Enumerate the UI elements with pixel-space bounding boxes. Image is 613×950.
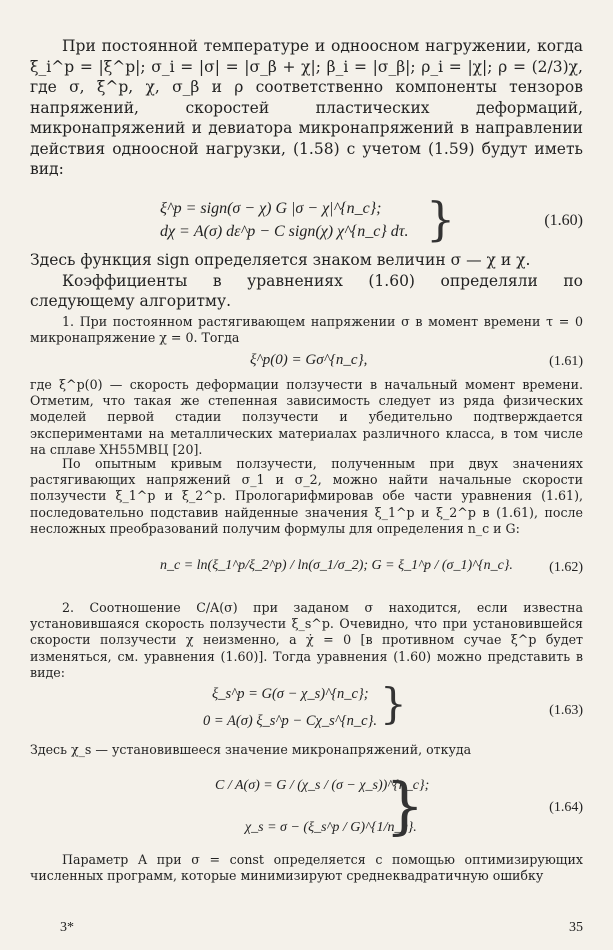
- paragraph-text: По опытным кривым ползучести, полученным при двух значениях растягивающих напряжений σ_1 и σ_2, можно найти начальные скорости ползучести ξ_1^p и ξ_2^p. Прологарифмировав обе части уравнения (1.61), последовательно подставив найденные значения ξ_1^p и ξ_2^p в (1.61), после несложных преобразований получим формулы для определения n_c и G:: [30, 456, 583, 536]
- paragraph-parameter-a: [30, 852, 583, 884]
- equation-line: ξ_s^p = G(σ − χ_s)^{n_c};: [212, 686, 369, 702]
- equation-line: n_c = ln(ξ_1^p/ξ_2^p) / ln(σ_1/σ_2); G = ξ_1^p / (σ_1)^{n_c}.: [160, 558, 513, 573]
- equation-line: dχ = A(σ) dε^p − C sign(χ) χ^{n_c} dτ.: [160, 223, 409, 240]
- paragraph-sign: [30, 250, 583, 312]
- paragraph-text: Здесь χ_s — установившееся значение микронапряжений, откуда: [30, 742, 472, 757]
- equation-line: 0 = A(σ) ξ_s^p − Cχ_s^{n_c}.: [203, 713, 378, 729]
- right-brace-icon: }: [385, 769, 425, 842]
- paragraph-text: 2. Соотношение C/A(σ) при заданом σ находится, если известна установившаяся скорость ползучести ξ_s^p. Очевидно, что при установившейся скорости ползучести χ неизменно, а χ̇ = 0 [в противном сучае ξ^p будет изменяться, см. уравнения (1.60)]. Тогда уравнения (1.60) можно представить в виде:: [30, 600, 583, 680]
- right-brace-icon: }: [426, 192, 456, 246]
- equation-line: ξ^p = sign(σ − χ) G |σ − χ|^{n_c};: [160, 200, 382, 217]
- paragraph-text: Параметр A при σ = const определяется с помощью оптимизирующих численных программ, которые минимизируют среднеквадратичную ошибку: [30, 852, 583, 884]
- equation-line: C / A(σ) = G / (χ_s / (σ − χ_s))^{n_c};: [215, 778, 430, 793]
- right-brace-icon: }: [380, 679, 407, 728]
- paragraph-step-1: [30, 314, 583, 346]
- signature-mark: 3*: [60, 920, 74, 935]
- paragraph-definition: [30, 377, 583, 458]
- equation-line: ξ^p(0) = Gσ^{n_c},: [250, 352, 368, 368]
- paragraph-text: При постоянной температуре и одноосном нагружении, когда ξ_i^p = |ξ^p|; σ_i = |σ| = |σ_β + χ|; β_i = |σ_β|; ρ_i = |χ|; ρ = (2/3)χ, где σ, ξ^p, χ, σ_β и ρ соответственно компоненты тензоров напряжений, скоростей пластических деформаций, микронапряжений и девиатора микронапряжений в направлении действия одноосной нагрузки, (1.58) с учетом (1.59) будут иметь вид:: [30, 37, 583, 178]
- equation-line: χ_s = σ − (ξ_s^p / G)^{1/n_c}.: [245, 820, 417, 835]
- paragraph-intro: [30, 36, 583, 180]
- paragraph-text: где ξ^p(0) — скорость деформации ползучести в начальный момент времени. Отметим, что такая же степенная зависимость следует из ряда физических моделей первой стадии ползучести и убедительно подтверждается экспериментами на металлических материалах различного класса, в том числе на сплаве ХН55МВЦ [20].: [30, 377, 583, 457]
- paragraph-microstress: [30, 742, 583, 758]
- paragraph-step-2: [30, 600, 583, 681]
- equation-number: (1.62): [549, 560, 583, 575]
- paragraph-experiments: [30, 456, 583, 537]
- paragraph-text: 1. При постоянном растягивающем напряжении σ в момент времени τ = 0 микронапряжение χ = 0. Тогда: [30, 314, 583, 346]
- equation-number: (1.64): [549, 800, 583, 815]
- paragraph-text: Здесь функция sign определяется знаком величин σ — χ и χ.: [30, 251, 531, 269]
- paragraph-text: Коэффициенты в уравнениях (1.60) определяли по следующему алгоритму.: [30, 271, 583, 310]
- page-number: 35: [569, 920, 583, 935]
- equation-number: (1.61): [549, 354, 583, 369]
- equation-number: (1.63): [549, 703, 583, 718]
- equation-number: (1.60): [544, 212, 583, 229]
